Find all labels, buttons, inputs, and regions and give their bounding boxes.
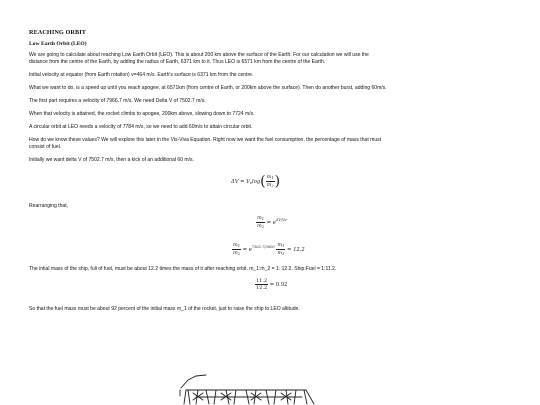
paragraph-initial-mass: The intial mass of the ship, full of fuel, must be about 12.2 times the mass of it after reaching orbit. m_1:m_2 = 1: 12.2. Ship:Fuel = 1:11.2.: [29, 266, 337, 272]
paragraph-apogee: When that velocity is attained, the rocket climbs to apogee, 200km above, slowing down to 7724 m/s.: [29, 111, 255, 117]
paragraph-plan: What we want to do, is a speed up until you reach apogee, at 6571km (from centre of Earth, or 200km above the surface). Then do another burst, adding 60m/s.: [29, 85, 387, 91]
paragraph-initial-velocity: Initial velocity at equator (from Earth rotation) v=464 m/s. Earth's surface is 6371 km from the centre.: [29, 72, 254, 78]
paragraph-rearranging: Rearranging that,: [29, 203, 68, 209]
paragraph-intro-line2: distance from the centre of the Earth, by adding the radius of Earth, 6371 km to it. Thus LEO is 6571 km from the centre of the Earth.: [29, 59, 326, 65]
section-heading: Low Earth Orbit (LEO): [29, 41, 87, 47]
paragraph-intro-line1: We are going to calculate about reaching Low Earth Orbit (LEO). This is about 200 km above the surface of the Earth. For our calculation we will use the: [29, 52, 369, 58]
paragraph-fuel-percentage: So that the fuel mass must be about 92 percent of the initial mass m_1 of the rocket, just to raise the ship to LEO altitude.: [29, 306, 300, 312]
paragraph-question-line2: consist of fuel.: [29, 144, 62, 150]
fuel-fraction-equation: $\frac{11.2}{12.2}$ = 0.92: [256, 278, 288, 291]
paragraph-circular-orbit: A circular orbit at LEO needs a velocity of 7784 m/s, so we need to add 60m/s to attain circular orbit.: [29, 124, 253, 130]
paragraph-question-line1: How do we know these values? We will explore this later in the Vis-Viva Equation. Right now we want the fuel consumption, the percentage of mass that must: [29, 137, 382, 143]
paragraph-delta-v: Initially we want delta V of 7502.7 m/s, then a kick of an additional 60 m/s.: [29, 157, 194, 163]
mass-ratio-numeric-equation: $\frac{m_1}{m_2}$ = $e^{7562.7/3000}$ $\frac{m_1}{m_2}$ = 12.2: [233, 242, 305, 256]
rocket-equation: $\Delta V = V_e\log$( $\frac{m_1}{m_2}$ ): [231, 173, 281, 190]
page-title: REACHING ORBIT: [29, 29, 86, 36]
paragraph-first-part: The first part requires a velocity of 7966.7 m/s. We need Delta V of 7502.7 m/s.: [29, 98, 206, 104]
mass-ratio-equation: $\frac{m_1}{m_2}$ = $e^{\Delta V/Ve}$: [257, 215, 287, 229]
handdrawn-sketch: [176, 360, 326, 405]
